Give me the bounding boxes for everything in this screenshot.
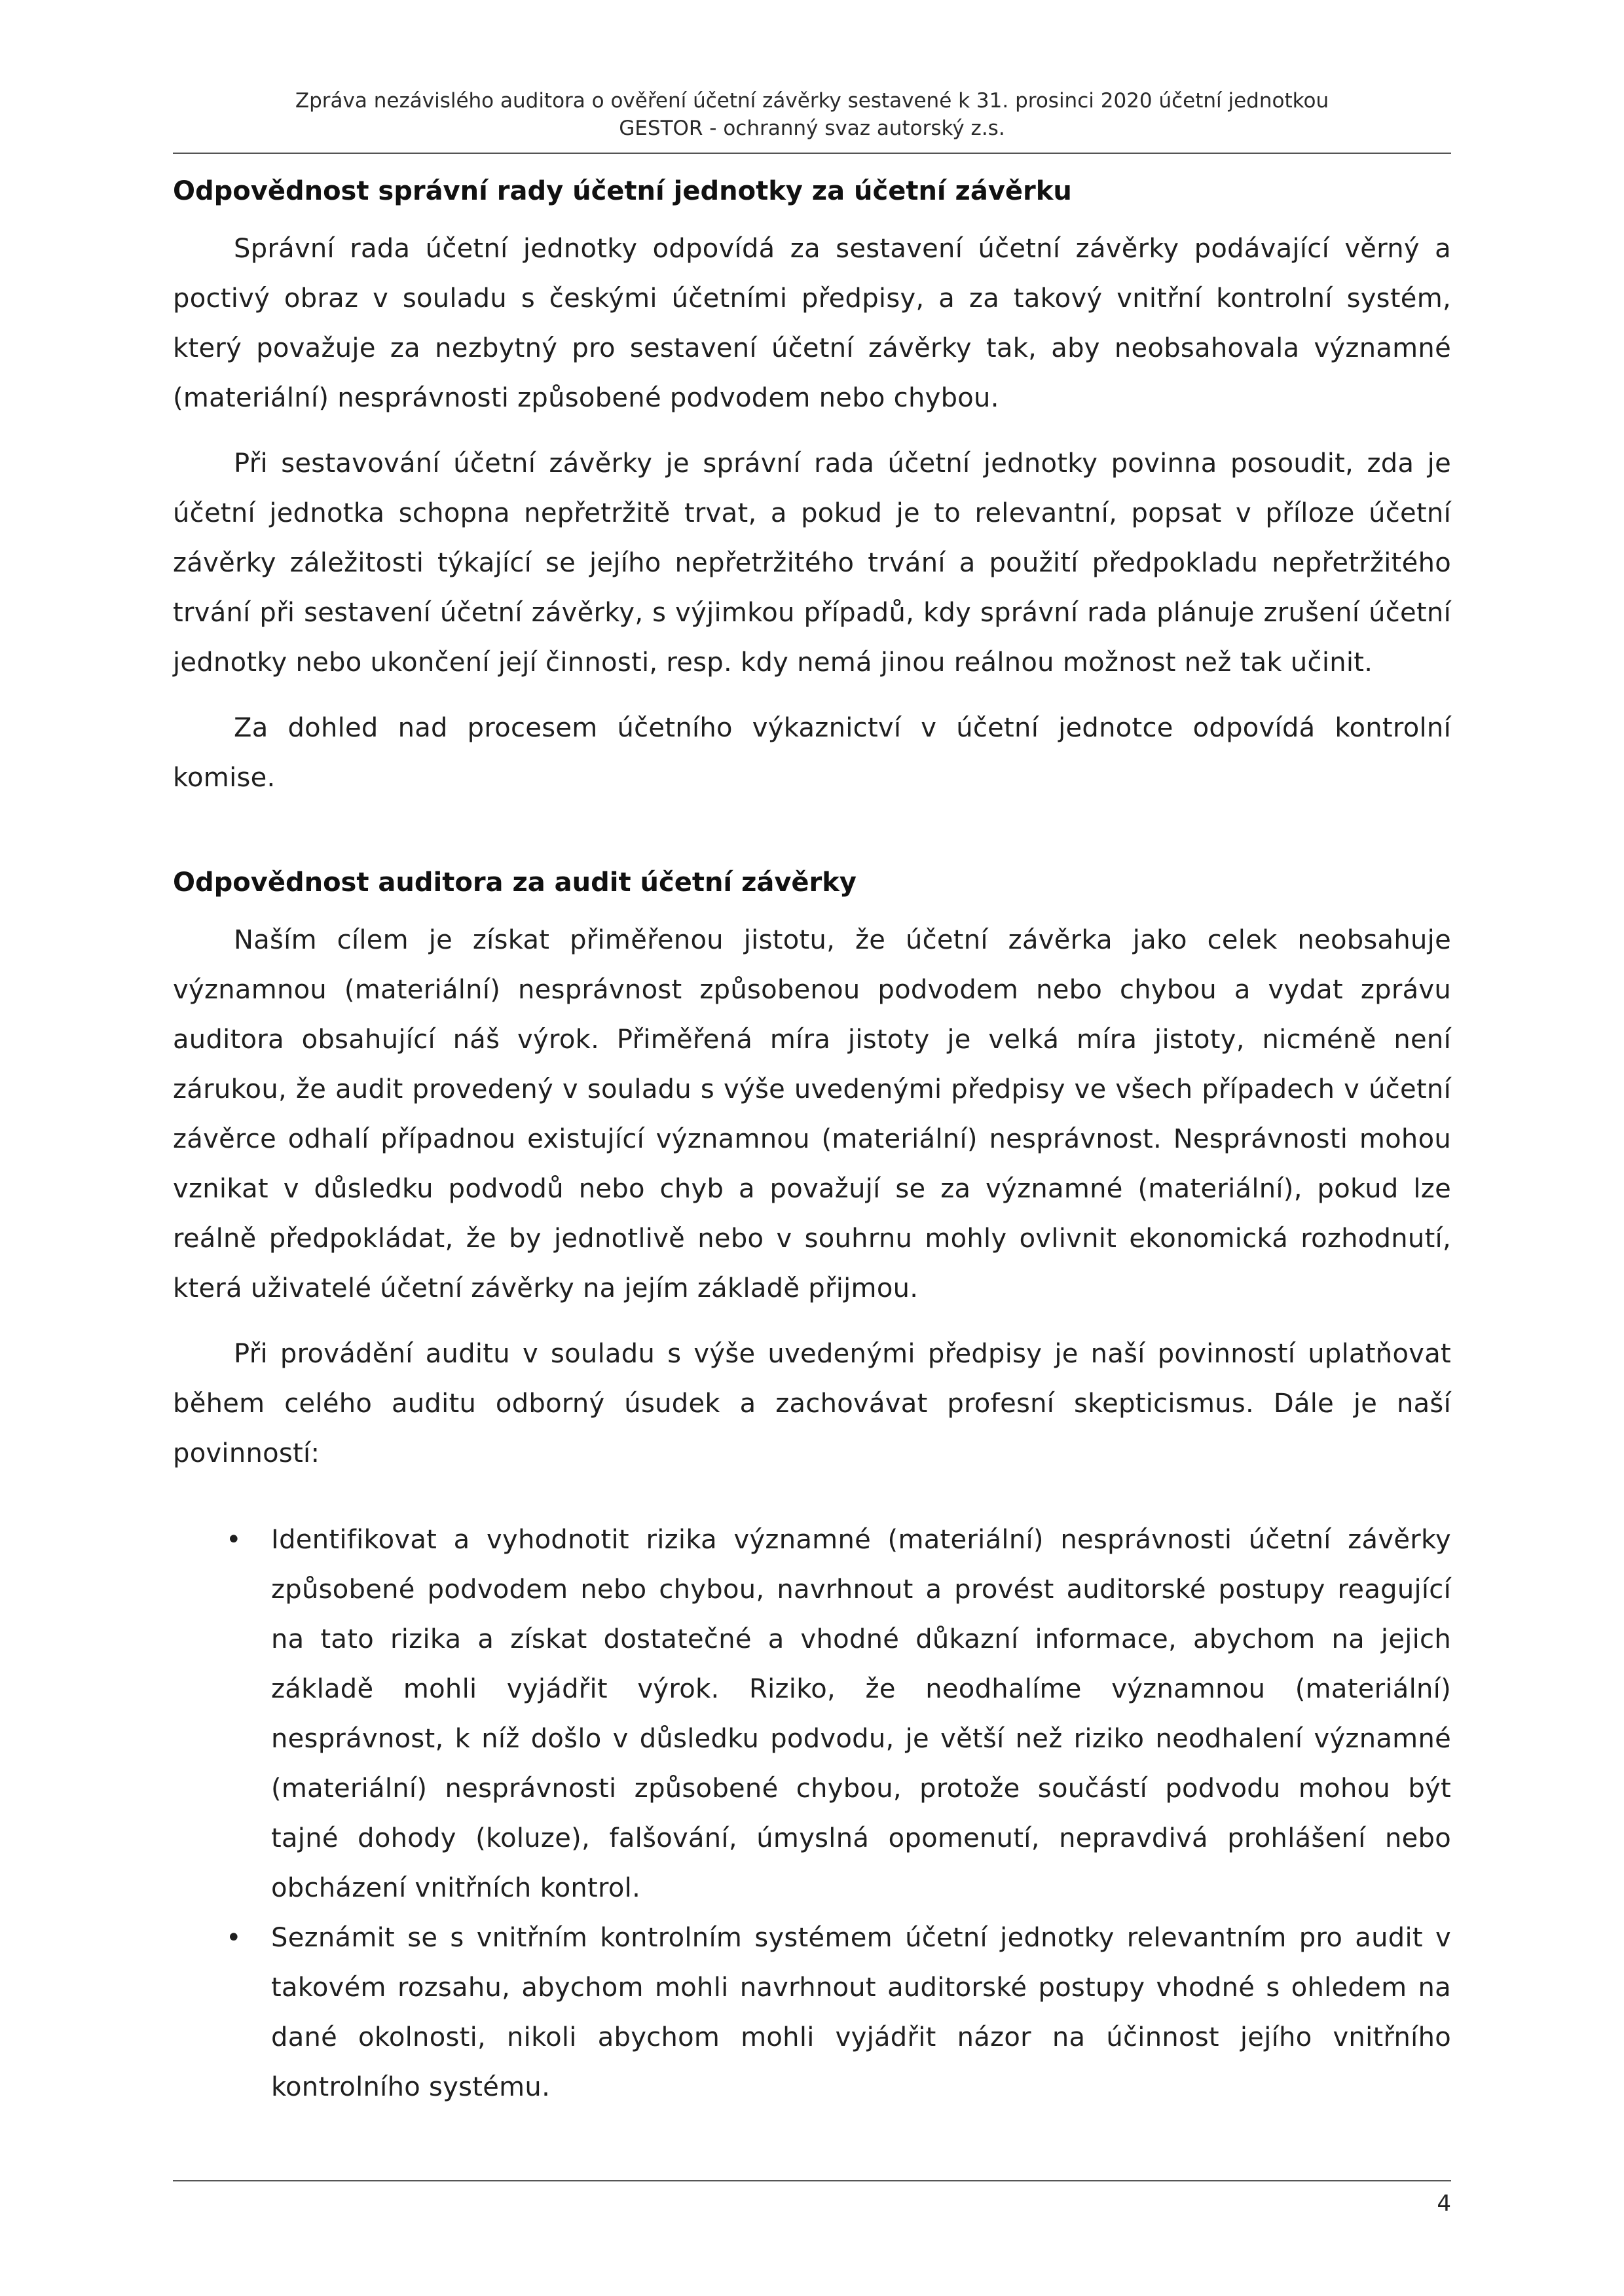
list-item: [173, 1913, 1451, 2112]
list-item-text: Seznámit se s vnitřním kontrolním systémem účetní jednotky relevantním pro audit v takovém rozsahu, abychom mohli navrhnout auditorské postupy vhodné s ohledem na dané okolnosti, nikoli abychom mohli vyjádřit názor na účinnost jejího vnitřního kontrolního systému.: [271, 1923, 1451, 2102]
bullet-icon: •: [226, 1923, 242, 1953]
header-divider: [173, 153, 1451, 154]
paragraph: Naším cílem je získat přiměřenou jistotu, že účetní závěrka jako celek neobsahuje významnou (materiální) nesprávnost způsobenou podvodem nebo chybou a vydat zprávu auditora obsahující náš výrok. Přiměřená míra jistoty je velká míra jistoty, nicméně není zárukou, že audit provedený v souladu s výše uvedenými předpisy ve všech případech v účetní závěrce odhalí případnou existující významnou (materiální) nesprávnost. Nesprávnosti mohou vznikat v důsledku podvodů nebo chyb a považují se za významné (materiální), pokud lze reálně předpokládat, že by jednotlivě nebo v souhrnu mohly ovlivnit ekonomická rozhodnutí, která uživatelé účetní závěrky na jejím základě přijmou.: [173, 925, 1451, 1303]
footer-divider: [173, 2180, 1451, 2181]
header-line-2: GESTOR - ochranný svaz autorský z.s.: [619, 117, 1005, 140]
bullet-list: [173, 1515, 1451, 2112]
page-number: 4: [1437, 2191, 1451, 2217]
paragraph: Při provádění auditu v souladu s výše uvedenými předpisy je naší povinností uplatňovat během celého auditu odborný úsudek a zachovávat profesní skepticismus. Dále je naší povinností:: [173, 1339, 1451, 1468]
section-heading-board-responsibility: Odpovědnost správní rady účetní jednotky za účetní závěrku: [173, 176, 1072, 206]
bullet-icon: •: [226, 1525, 242, 1555]
header-line-1: Zpráva nezávislého auditora o ověření účetní závěrky sestavené k 31. prosinci 2020 účetní jednotkou: [295, 89, 1329, 113]
list-item: [173, 1515, 1451, 1913]
list-item-text: Identifikovat a vyhodnotit rizika významné (materiální) nesprávnosti účetní závěrky způsobené podvodem nebo chybou, navrhnout a provést auditorské postupy reagující na tato rizika a získat dostatečné a vhodné důkazní informace, abychom na jejich základě mohli vyjádřit výrok. Riziko, že neodhalíme významnou (materiální) nesprávnost, k níž došlo v důsledku podvodu, je větší než riziko neodhalení významné (materiální) nesprávnosti způsobené chybou, protože součástí podvodu mohou být tajné dohody (koluze), falšování, úmyslná opomenutí, nepravdivá prohlášení nebo obcházení vnitřních kontrol.: [271, 1525, 1451, 1903]
page-header: [173, 87, 1451, 142]
paragraph: Při sestavování účetní závěrky je správní rada účetní jednotky povinna posoudit, zda je účetní jednotka schopna nepřetržitě trvat, a pokud je to relevantní, popsat v příloze účetní závěrky záležitosti týkající se jejího nepřetržitého trvání a použití předpokladu nepřetržitého trvání při sestavení účetní závěrky, s výjimkou případů, kdy správní rada plánuje zrušení účetní jednotky nebo ukončení její činnosti, resp. kdy nemá jinou reálnou možnost než tak učinit.: [173, 448, 1451, 678]
paragraph: Správní rada účetní jednotky odpovídá za sestavení účetní závěrky podávající věrný a poctivý obraz v souladu s českými účetními předpisy, a za takový vnitřní kontrolní systém, který považuje za nezbytný pro sestavení účetní závěrky tak, aby neobsahovala významné (materiální) nesprávnosti způsobené podvodem nebo chybou.: [173, 234, 1451, 413]
document-body: [173, 172, 1451, 2112]
paragraph: Za dohled nad procesem účetního výkaznictví v účetní jednotce odpovídá kontrolní komise.: [173, 713, 1451, 793]
section-heading-auditor-responsibility: Odpovědnost auditora za audit účetní závěrky: [173, 867, 857, 898]
